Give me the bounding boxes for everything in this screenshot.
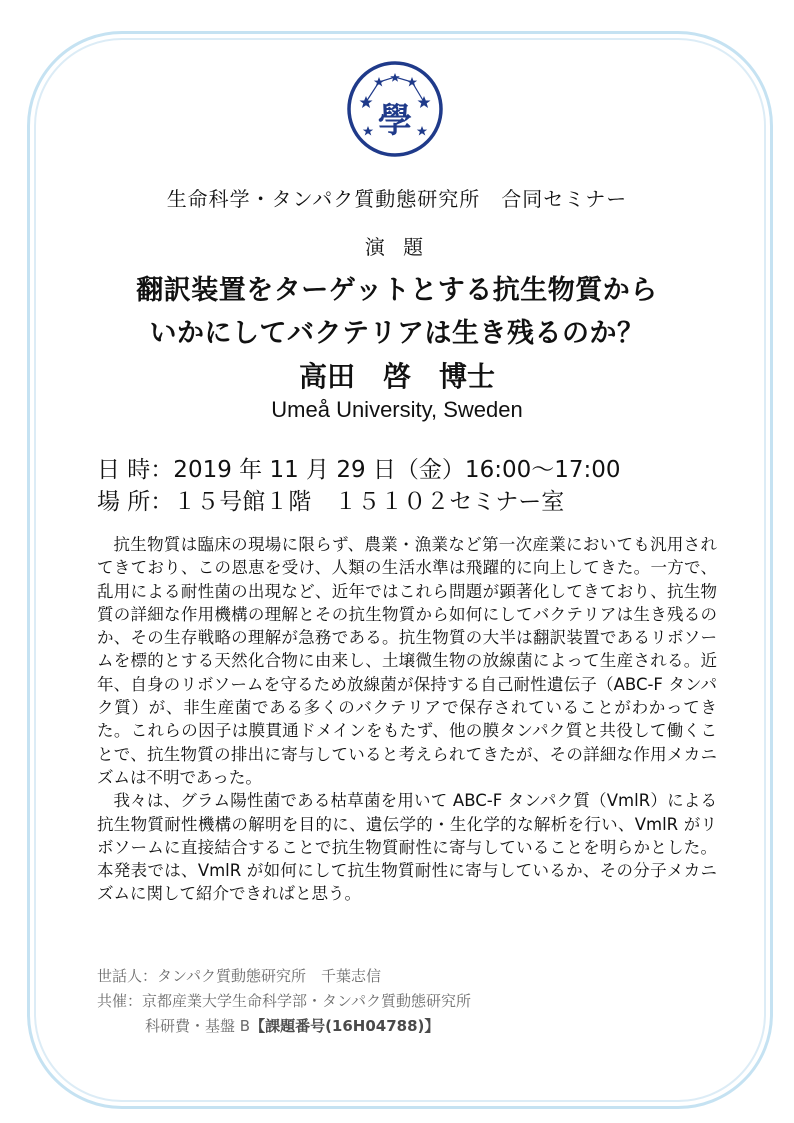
abstract-paragraph-2: 我々は、グラム陽性菌である枯草菌を用いて ABC-F タンパク質（VmlR）による抗生物質耐性機構の解明を目的に、遺伝学的・生化学的な解析を行い、VmlR がリボソームに直接結合することで抗生物質耐性に寄与していることを明らかとした。本発表では、VmlR が如何にして抗生物質耐性に寄与しているか、その分子メカニズムに関して紹介できればと思う。 [97, 791, 717, 904]
grant-number: 【課題番号(16H04788)】 [250, 1017, 440, 1035]
seminar-header: 生命科学・タンパク質動態研究所 合同セミナー [166, 187, 628, 211]
talk-title-line-2: いかにしてバクテリアは生き残るのか？ [149, 318, 645, 349]
speaker-affiliation: Umeå University, Sweden [271, 397, 523, 422]
footer-contact: 世話人：タンパク質動態研究所 千葉志信 [97, 967, 381, 985]
crest-glyph: 學 [378, 101, 412, 141]
talk-title-line-1: 翻訳装置をターゲットとする抗生物質から [136, 275, 658, 306]
university-crest-icon [346, 60, 444, 158]
footer-host: 共催：京都産業大学生命科学部・タンパク質動態研究所 [97, 992, 471, 1010]
event-date: 日 時：2019 年 11 月 29 日（金）16:00～17:00 [97, 457, 621, 483]
talk-label: 演 題 [364, 235, 430, 259]
abstract-paragraph-1: 抗生物質は臨床の現場に限らず、農業・漁業など第一次産業においても汎用されてきており、この恩恵を受け、人類の生活水準は飛躍的に向上してきた。一方で、乱用による耐性菌の出現など、近年ではこれら問題が顕著化してきており、抗生物質の詳細な作用機構の理解とその抗生物質から如何にしてバクテリアは生き残るのか、その生存戦略の理解が急務である。抗生物質の大半は翻訳装置であるリボソームを標的とする天然化合物に由来し、土壌微生物の放線菌によって生産される。近年、自身のリボソームを守るため放線菌が保持する自己耐性遺伝子（ABC-F タンパク質）が、非生産菌である多くのバクテリアで保存されていることがわかってきた。これらの因子は膜貫通ドメインをもたず、他の膜タンパク質と共役して働くことで、抗生物質の排出に寄与していると考えられてきたが、その詳細な作用メカニズムは不明であった。 [97, 535, 718, 787]
star-icon [417, 126, 427, 136]
abstract [97, 533, 717, 906]
grant-prefix: 科研費・基盤 B [145, 1017, 251, 1035]
event-place: 場 所：１５号館１階 １５１０２セミナー室 [97, 489, 565, 515]
star-icon [363, 126, 373, 136]
speaker-name: 高田 啓 博士 [298, 360, 495, 393]
footer-grant [145, 1015, 439, 1036]
